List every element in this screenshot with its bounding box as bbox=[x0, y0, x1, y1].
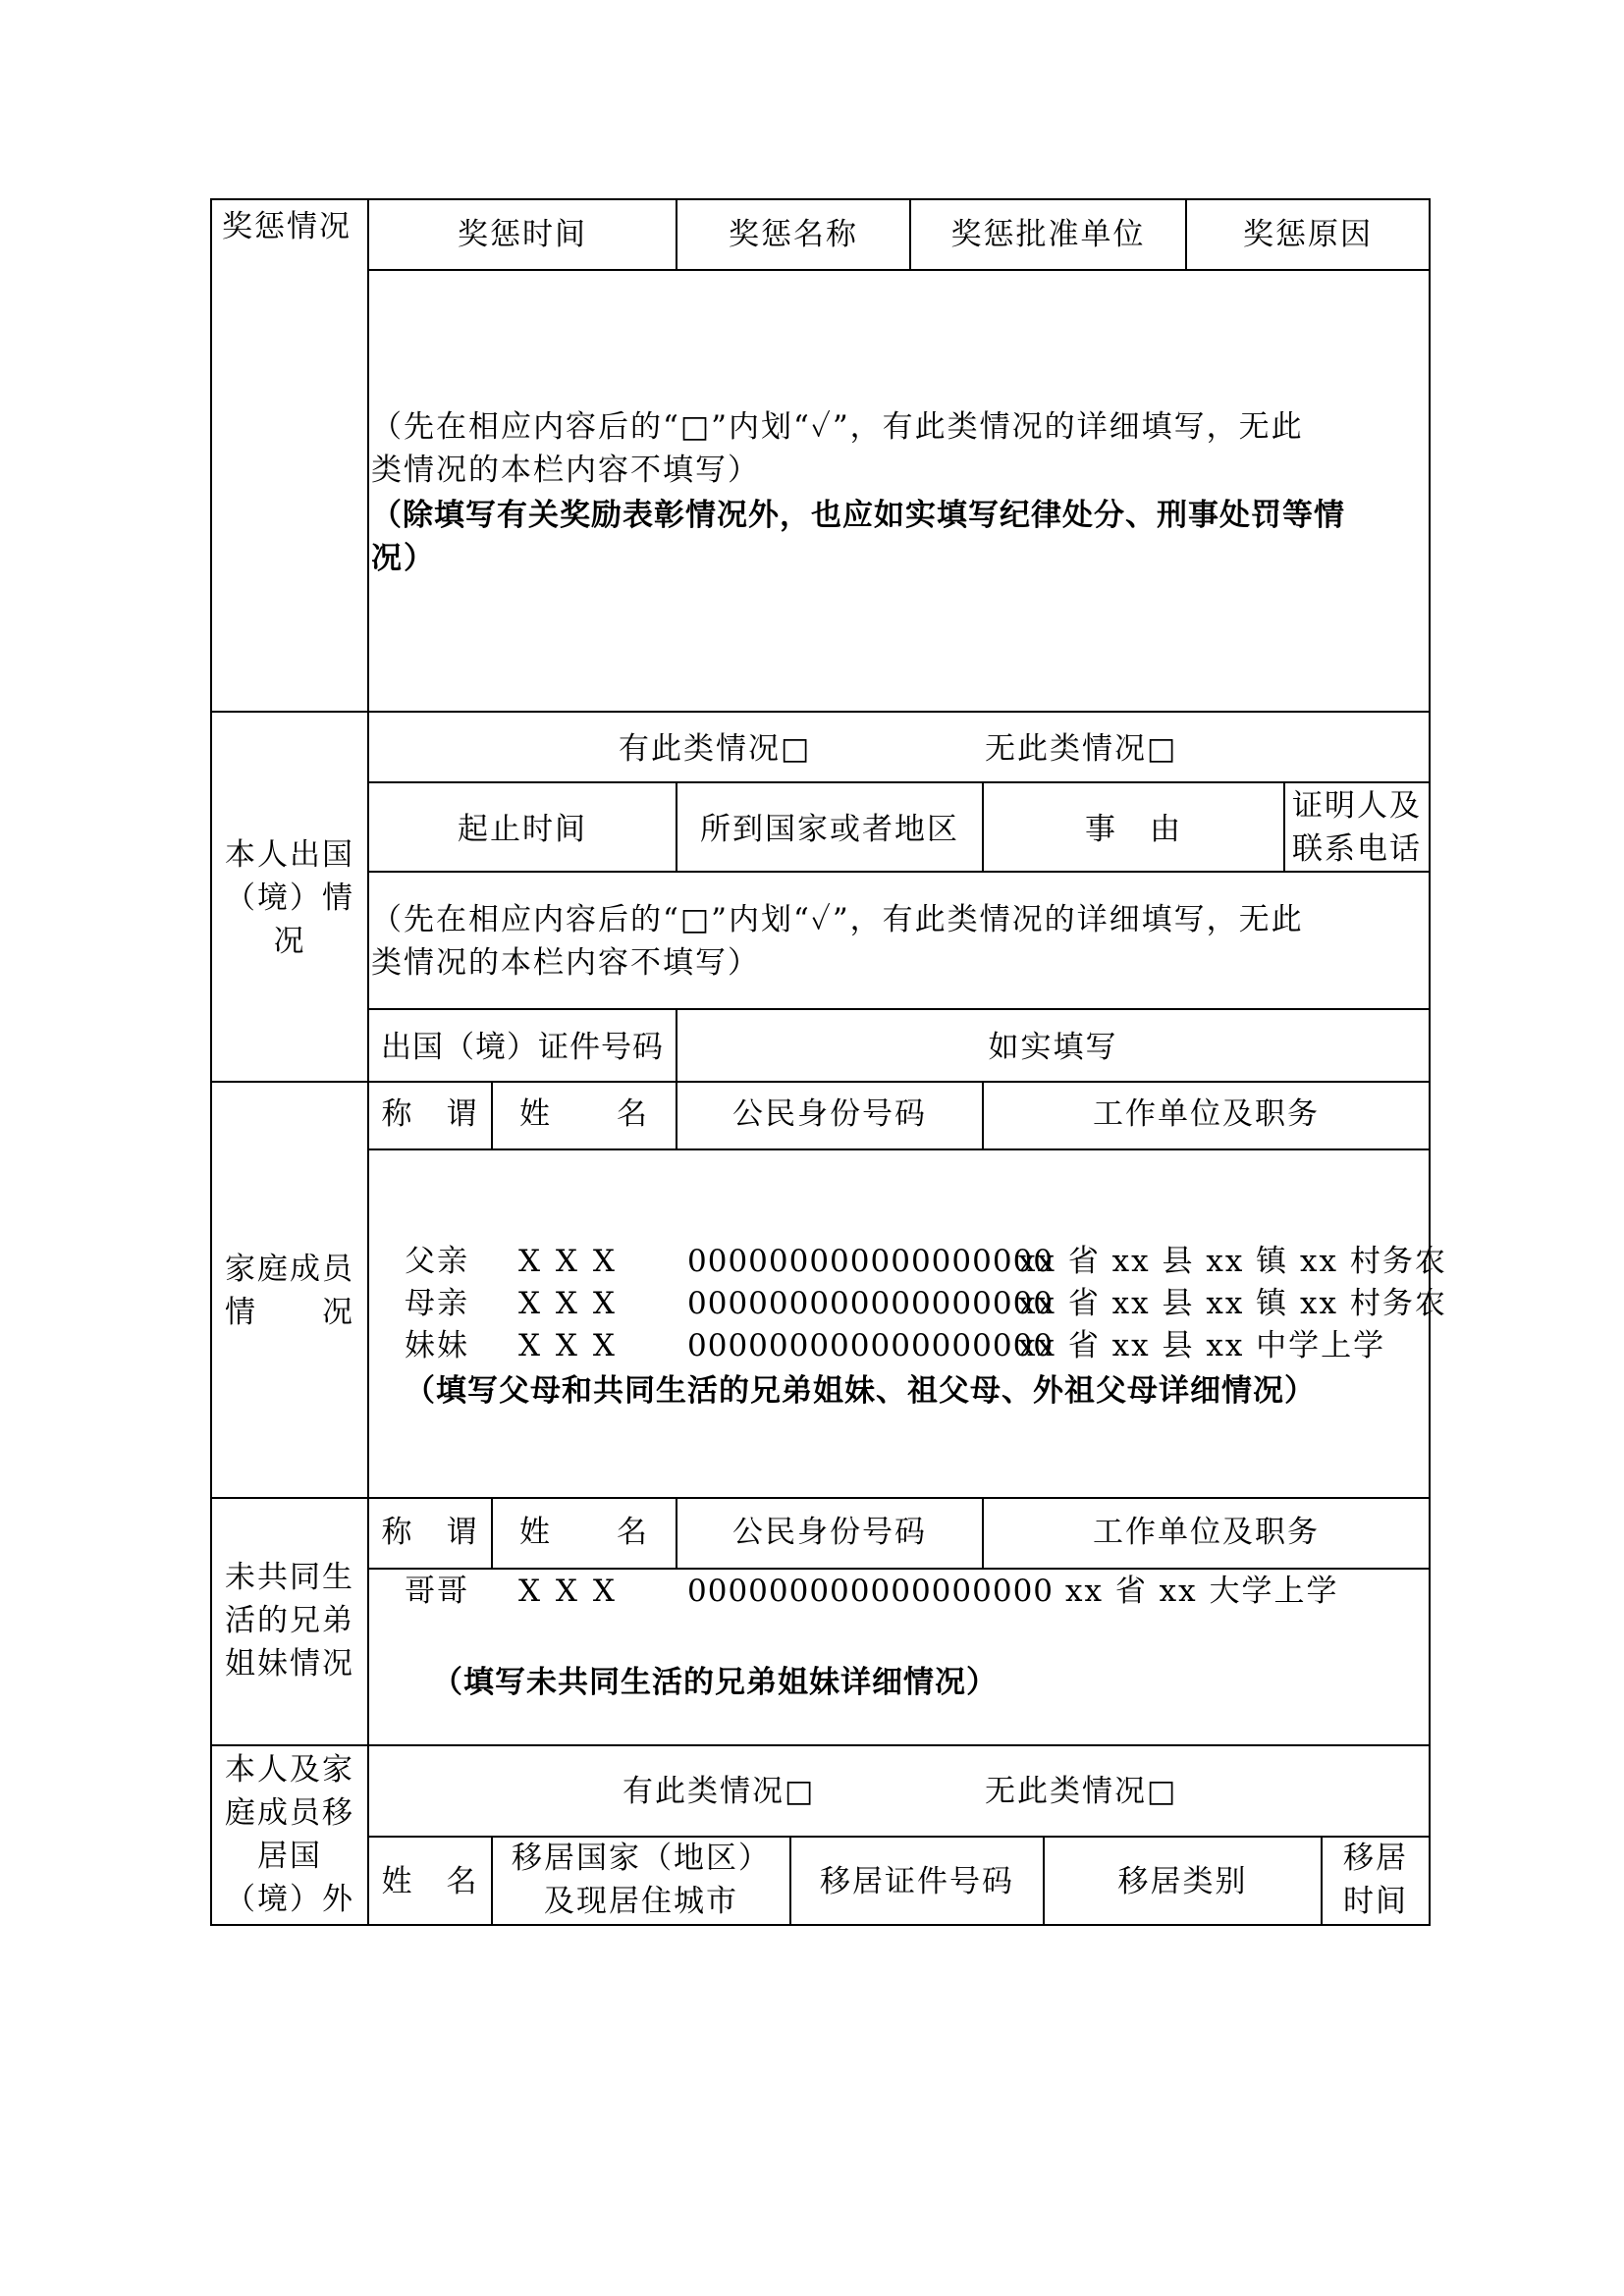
sibling-relation: 哥哥 bbox=[405, 1574, 469, 1609]
table-border-top bbox=[210, 198, 1431, 200]
member-id: 000000000000000000 bbox=[687, 1286, 1055, 1321]
table-border-bottom bbox=[210, 1924, 1431, 1926]
emigration-header-name: 姓 名 bbox=[381, 1864, 479, 1899]
row-divider bbox=[367, 781, 1431, 783]
member-relation: 妹妹 bbox=[405, 1328, 469, 1363]
abroad-header-witness: 联系电话 bbox=[1292, 831, 1422, 867]
abroad-header-country: 所到国家或者地区 bbox=[700, 812, 959, 847]
rewards-label: 奖惩情况 bbox=[222, 209, 352, 244]
member-relation: 父亲 bbox=[405, 1244, 469, 1279]
member-name: X X X bbox=[518, 1328, 618, 1363]
row-divider bbox=[367, 871, 1431, 873]
siblings-header-name: 姓 名 bbox=[519, 1515, 649, 1550]
passport-number-label: 出国（境）证件号码 bbox=[381, 1030, 664, 1065]
emigration-label: 庭成员移 bbox=[225, 1795, 354, 1831]
siblings-header-work: 工作单位及职务 bbox=[1093, 1515, 1320, 1550]
abroad-label: （境）情 bbox=[225, 881, 354, 916]
emigration-header-time: 时间 bbox=[1343, 1884, 1408, 1919]
family-label: 家庭成员 bbox=[225, 1252, 354, 1287]
row-divider bbox=[367, 1148, 1431, 1150]
table-border-right bbox=[1429, 198, 1431, 1926]
emigration-header-type: 移居类别 bbox=[1117, 1864, 1248, 1899]
row-divider bbox=[367, 1568, 1431, 1570]
rewards-header-reason: 奖惩原因 bbox=[1243, 217, 1373, 252]
abroad-note-line: 类情况的本栏内容不填写） bbox=[371, 945, 760, 981]
abroad-header-period: 起止时间 bbox=[458, 812, 587, 847]
rewards-header-name: 奖惩名称 bbox=[729, 217, 858, 252]
member-id: 000000000000000000 bbox=[687, 1328, 1055, 1363]
emigration-has-checkbox[interactable]: 有此类情况□ bbox=[623, 1774, 816, 1809]
abroad-label: 本人出国 bbox=[225, 837, 354, 873]
emigration-header-country: 移居国家（地区） bbox=[512, 1841, 771, 1876]
member-work: xx 省 xx 县 xx 中学上学 bbox=[1018, 1328, 1386, 1363]
emigration-header-country: 及现居住城市 bbox=[544, 1884, 738, 1919]
family-header-id: 公民身份号码 bbox=[732, 1096, 927, 1132]
member-work: xx 省 xx 县 xx 镇 xx 村务农 bbox=[1018, 1244, 1447, 1279]
emigration-label: 居国 bbox=[257, 1839, 322, 1874]
rewards-header-time: 奖惩时间 bbox=[458, 217, 587, 252]
family-header-name: 姓 名 bbox=[519, 1096, 649, 1132]
emigration-header-time: 移居 bbox=[1343, 1841, 1408, 1876]
member-name: X X X bbox=[518, 1286, 618, 1321]
section-divider bbox=[210, 1744, 1431, 1746]
siblings-header-id: 公民身份号码 bbox=[732, 1515, 927, 1550]
section-divider bbox=[210, 1497, 1431, 1499]
siblings-header-relation: 称 谓 bbox=[381, 1515, 479, 1550]
family-note: （填写父母和共同生活的兄弟姐妹、祖父母、外祖父母详细情况） bbox=[405, 1373, 1316, 1409]
member-relation: 母亲 bbox=[405, 1286, 469, 1321]
sibling-id: 000000000000000000 bbox=[687, 1574, 1055, 1609]
family-header-work: 工作单位及职务 bbox=[1093, 1096, 1320, 1132]
rewards-bold-note: （除填写有关奖励表彰情况外，也应如实填写纪律处分、刑事处罚等情 bbox=[371, 498, 1345, 533]
siblings-label: 未共同生 bbox=[225, 1560, 354, 1595]
member-id: 000000000000000000 bbox=[687, 1244, 1055, 1279]
member-work: xx 省 xx 县 xx 镇 xx 村务农 bbox=[1018, 1286, 1447, 1321]
family-label: 情 况 bbox=[225, 1295, 354, 1330]
rewards-note-line: 类情况的本栏内容不填写） bbox=[371, 453, 760, 488]
siblings-note: （填写未共同生活的兄弟姐妹详细情况） bbox=[432, 1665, 998, 1700]
emigration-header-cert: 移居证件号码 bbox=[820, 1864, 1014, 1899]
section-divider bbox=[210, 711, 1431, 713]
siblings-label: 活的兄弟 bbox=[225, 1603, 354, 1638]
rewards-bold-note: 况） bbox=[371, 541, 436, 576]
emigration-label: （境）外 bbox=[225, 1882, 354, 1917]
emigration-label: 本人及家 bbox=[225, 1752, 354, 1788]
row-divider bbox=[367, 1008, 1431, 1010]
abroad-label: 况 bbox=[273, 924, 306, 959]
abroad-note-line: （先在相应内容后的“□”内划“✓”，有此类情况的详细填写，无此 bbox=[371, 902, 1304, 937]
abroad-header-reason: 事 由 bbox=[1085, 812, 1182, 847]
abroad-none-checkbox[interactable]: 无此类情况□ bbox=[985, 731, 1178, 767]
siblings-label: 姐妹情况 bbox=[225, 1646, 354, 1682]
row-divider bbox=[367, 269, 1431, 271]
sibling-work: xx 省 xx 大学上学 bbox=[1065, 1574, 1339, 1609]
abroad-header-witness: 证明人及 bbox=[1292, 788, 1422, 824]
emigration-none-checkbox[interactable]: 无此类情况□ bbox=[985, 1774, 1178, 1809]
abroad-has-checkbox[interactable]: 有此类情况□ bbox=[619, 731, 812, 767]
passport-number-value[interactable]: 如实填写 bbox=[988, 1030, 1118, 1065]
section-divider bbox=[210, 1081, 1431, 1083]
rewards-note-line: （先在相应内容后的“□”内划“✓”，有此类情况的详细填写，无此 bbox=[371, 409, 1304, 445]
member-name: X X X bbox=[518, 1244, 618, 1279]
family-header-relation: 称 谓 bbox=[381, 1096, 479, 1132]
rewards-header-unit: 奖惩批准单位 bbox=[950, 217, 1146, 252]
sibling-name: X X X bbox=[518, 1574, 618, 1609]
